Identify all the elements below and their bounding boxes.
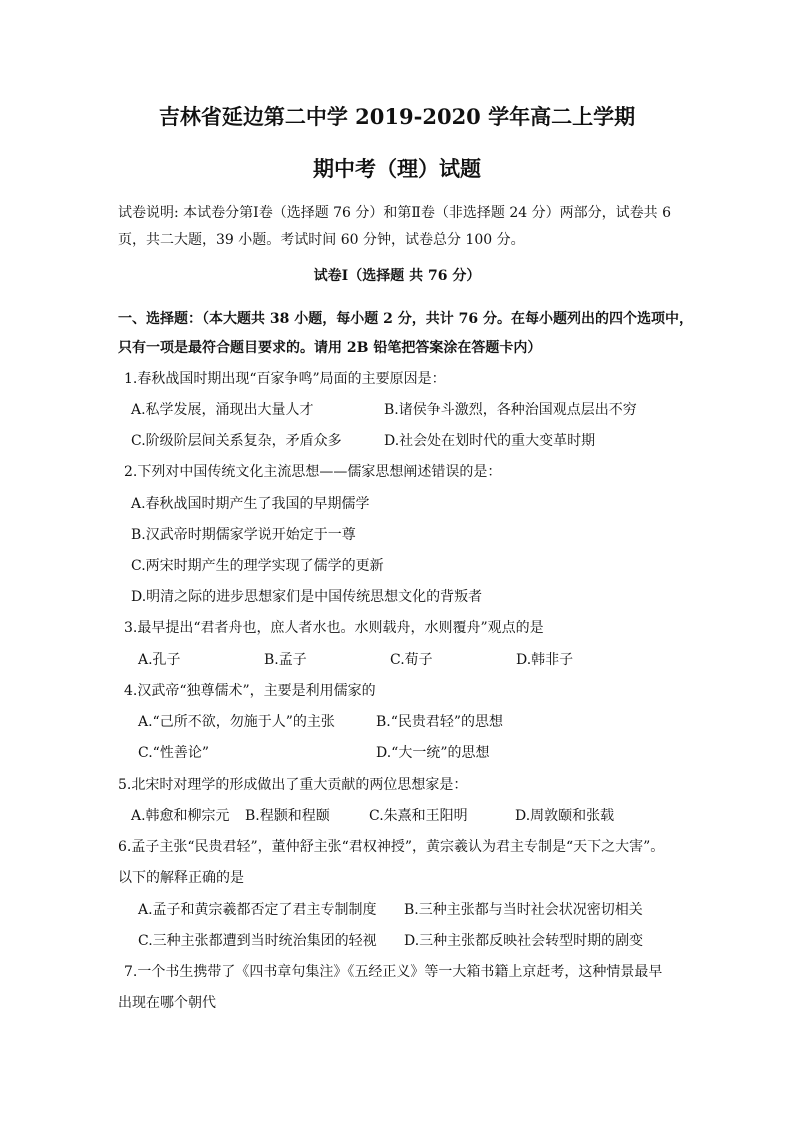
question-4-option-d: D.“大一统”的思想 bbox=[376, 745, 490, 761]
question-2-stem: 2.下列对中国传统文化主流思想——儒家思想阐述错误的是： bbox=[124, 464, 502, 480]
question-6-option-d: D.三种主张都反映社会转型时期的剧变 bbox=[404, 933, 644, 949]
question-2-option-c: C.两宋时期产生的理学实现了儒学的更新 bbox=[131, 558, 384, 574]
question-2-option-b: B.汉武帝时期儒家学说开始定于一尊 bbox=[131, 527, 356, 543]
question-2-option-a: A.春秋战国时期产生了我国的早期儒学 bbox=[131, 496, 370, 512]
question-1-option-c: C.阶级阶层间关系复杂，矛盾众多 bbox=[131, 433, 342, 449]
question-1-option-d: D.社会处在划时代的重大变革时期 bbox=[384, 433, 596, 449]
question-7-stem-line1: 7.一个书生携带了《四书章句集注》《五经正义》等一大箱书籍上京赶考，这种情景最早 bbox=[124, 964, 663, 980]
question-6-option-a: A.孟子和黄宗羲都否定了君主专制制度 bbox=[138, 902, 377, 918]
question-4-option-b: B.“民贵君轻”的思想 bbox=[376, 714, 504, 730]
question-4-stem: 4.汉武帝“独尊儒术”，主要是利用儒家的 bbox=[124, 683, 376, 699]
question-1-option-b: B.诸侯争斗激烈，各种治国观点层出不穷 bbox=[384, 402, 637, 418]
question-6-stem-line2: 以下的解释正确的是 bbox=[118, 870, 244, 886]
question-5-option-d: D.周敦颐和张载 bbox=[515, 808, 615, 824]
question-4-option-c: C.“性善论” bbox=[138, 745, 209, 761]
instructions-line2: 页，共二大题，39 小题。考试时间 60 分钟，试卷总分 100 分。 bbox=[118, 232, 525, 248]
part-instruction-line1: 一、选择题：（本大题共 38 小题，每小题 2 分，共计 76 分。在每小题列出的四个选项中， bbox=[118, 311, 693, 327]
question-7-stem-line2: 出现在哪个朝代 bbox=[118, 995, 216, 1011]
question-2-option-d: D.明清之际的进步思想家们是中国传统思想文化的背叛者 bbox=[131, 589, 483, 605]
question-3-option-d: D.韩非子 bbox=[516, 652, 574, 668]
question-4-option-a: A.“己所不欲，勿施于人”的主张 bbox=[138, 714, 335, 730]
question-5-option-a: A.韩愈和柳宗元 bbox=[131, 808, 230, 824]
instructions-line1: 试卷说明: 本试卷分第Ⅰ卷（选择题 76 分）和第Ⅱ卷（非选择题 24 分）两部分，试卷共 6 bbox=[118, 205, 671, 221]
exam-title-line2: 期中考（理）试题 bbox=[313, 156, 481, 181]
question-1-stem: 1.春秋战国时期出现“百家争鸣”局面的主要原因是： bbox=[124, 371, 446, 387]
question-3-option-a: A.孔子 bbox=[138, 652, 181, 668]
question-3-stem: 3.最早提出“君者舟也，庶人者水也。水则载舟，水则覆舟”观点的是 bbox=[124, 620, 544, 636]
question-6-option-b: B.三种主张都与当时社会状况密切相关 bbox=[404, 902, 643, 918]
question-6-option-c: C.三种主张都遭到当时统治集团的轻视 bbox=[138, 933, 377, 949]
question-3-option-c: C.荀子 bbox=[390, 652, 433, 668]
question-3-option-b: B.孟子 bbox=[264, 652, 307, 668]
question-6-stem-line1: 6.孟子主张“民贵君轻”，董仲舒主张“君权神授”，黄宗羲认为君主专制是“天下之大害”。 bbox=[118, 839, 665, 855]
exam-title-line1: 吉林省延边第二中学 2019-2020 学年高二上学期 bbox=[158, 104, 636, 129]
section-heading: 试卷Ⅰ（选择题 共 76 分） bbox=[313, 268, 481, 284]
question-5-option-b: B.程颢和程颐 bbox=[245, 808, 330, 824]
question-5-option-c: C.朱熹和王阳明 bbox=[369, 808, 468, 824]
part-instruction-line2: 只有一项是最符合题目要求的。请用 2B 铅笔把答案涂在答题卡内） bbox=[118, 340, 542, 356]
question-5-stem: 5.北宋时对理学的形成做出了重大贡献的两位思想家是： bbox=[118, 777, 468, 793]
question-1-option-a: A.私学发展，涌现出大量人才 bbox=[131, 402, 314, 418]
